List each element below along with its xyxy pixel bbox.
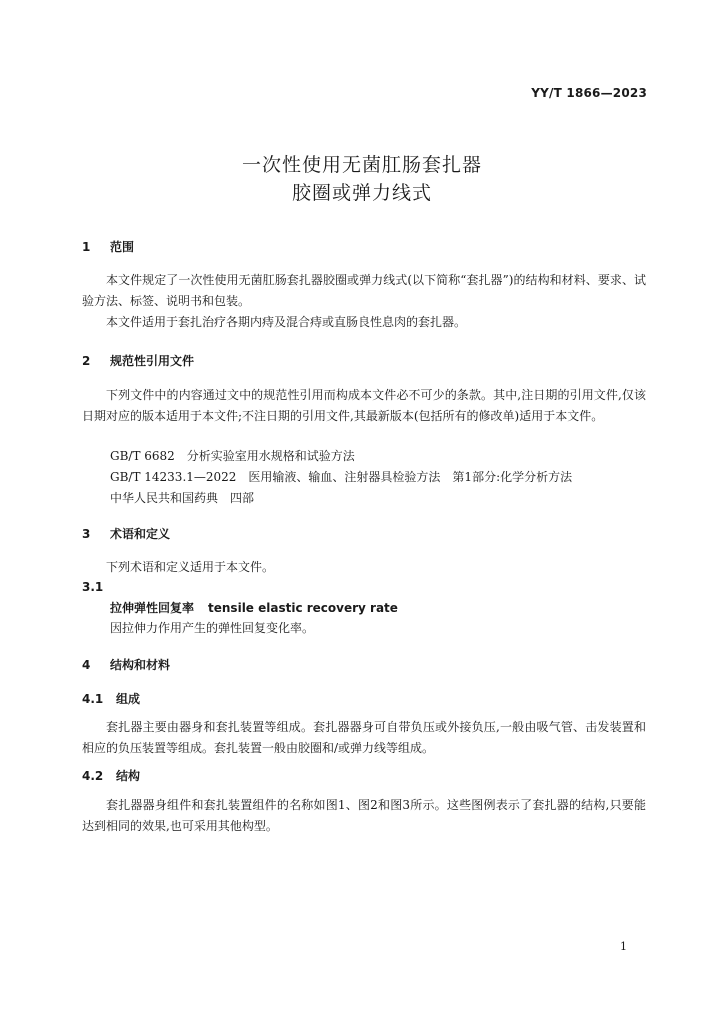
paragraph-structure: 套扎器器身组件和套扎装置组件的名称如图1、图2和图3所示。这些图例表示了套扎器的结构,只要能达到相同的效果,也可采用其他构型。 — [82, 798, 646, 833]
section-title: 规范性引用文件 — [110, 354, 195, 368]
paragraph-scope-1: 本文件规定了一次性使用无菌肛肠套扎器胶圈或弹力线式(以下简称“套扎器”)的结构和材料、要求、试验方法、标签、说明书和包装。 — [82, 273, 646, 308]
subsection-title: 组成 — [116, 692, 141, 706]
paragraph-scope-2: 本文件适用于套扎治疗各期内痔及混合痔或直肠良性息肉的套扎器。 — [106, 315, 467, 329]
document-title: 一次性使用无菌肛肠套扎器 — [241, 154, 482, 176]
section-number: 2 — [82, 354, 91, 368]
paragraph-terms-intro: 下列术语和定义适用于本文件。 — [106, 560, 275, 574]
subsection-heading-4-1 — [82, 690, 140, 707]
term-definition: 因拉伸力作用产生的弹性回复变化率。 — [110, 621, 315, 635]
section-title: 结构和材料 — [110, 658, 171, 672]
section-number: 1 — [82, 240, 91, 254]
subsection-title: 结构 — [116, 769, 141, 783]
reference-item: GB/T 6682 分析实验室用水规格和试验方法 — [110, 449, 355, 463]
subsection-number: 4.2 — [82, 769, 104, 783]
section-title: 术语和定义 — [110, 527, 171, 541]
term-number: 3.1 — [82, 580, 104, 594]
term-chinese: 拉伸弹性回复率 — [110, 601, 195, 615]
section-number: 3 — [82, 527, 91, 541]
paragraph-normative-refs: 下列文件中的内容通过文中的规范性引用而构成本文件必不可少的条款。其中,注日期的引用文件,仅该日期对应的版本适用于本文件;不注日期的引用文件,其最新版本(包括所有的修改单)适用于本文件。 — [82, 388, 646, 423]
term-english: tensile elastic recovery rate — [208, 601, 398, 615]
subsection-heading-4-2 — [82, 767, 140, 784]
subsection-number: 4.1 — [82, 692, 104, 706]
section-heading-1 — [82, 238, 134, 255]
reference-item: GB/T 14233.1—2022 医用输液、输血、注射器具检验方法 第1部分:化学分析方法 — [110, 470, 573, 484]
term-entry — [110, 599, 398, 616]
section-heading-3 — [82, 525, 170, 542]
document-subtitle: 胶圈或弹力线式 — [291, 182, 432, 204]
section-heading-2 — [82, 352, 194, 369]
section-title: 范围 — [110, 240, 135, 254]
section-heading-4 — [82, 656, 170, 673]
paragraph-composition: 套扎器主要由器身和套扎装置等组成。套扎器器身可自带负压或外接负压,一般由吸气管、击发装置和相应的负压装置等组成。套扎装置一般由胶圈和/或弹力线等组成。 — [82, 720, 646, 755]
reference-item: 中华人民共和国药典 四部 — [110, 491, 255, 505]
document-number: YY/T 1866—2023 — [531, 86, 647, 100]
section-number: 4 — [82, 658, 91, 672]
page-number: 1 — [620, 940, 627, 953]
